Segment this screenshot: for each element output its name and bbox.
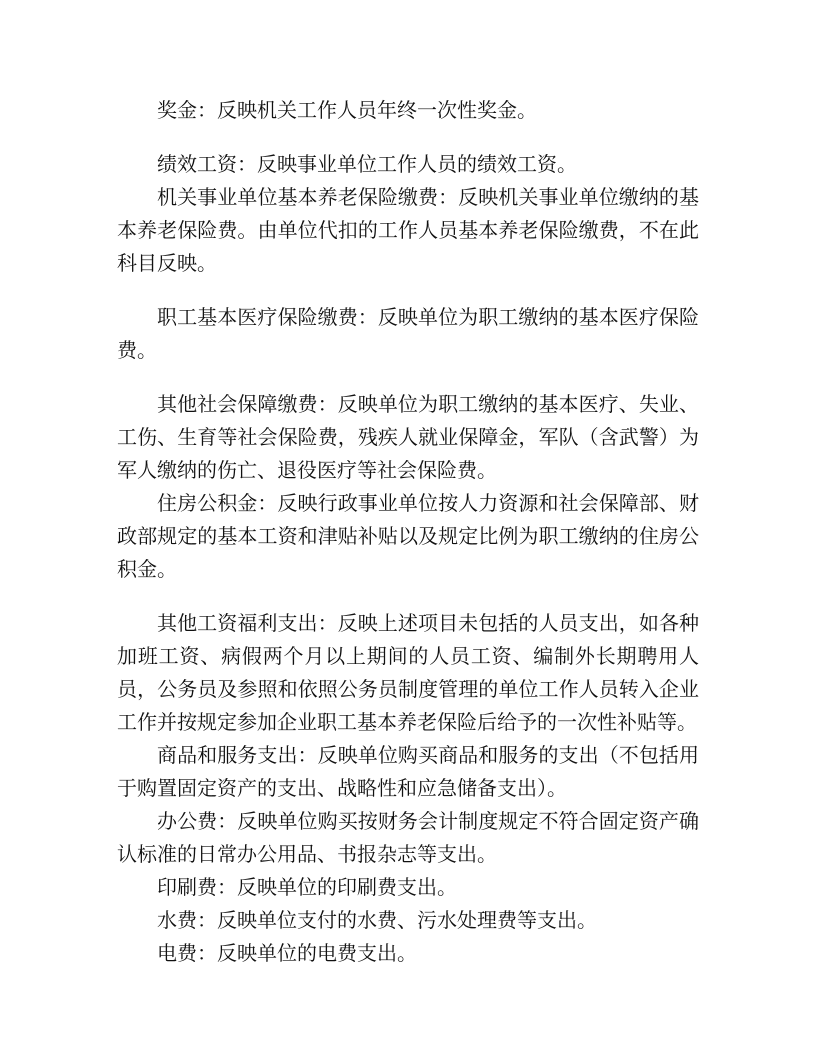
paragraph-pension-insurance: 机关事业单位基本养老保险缴费：反映机关事业单位缴纳的基本养老保险费。由单位代扣的工作人员基本养老保险缴费，不在此科目反映。 <box>117 185 699 275</box>
paragraph-bonus: 奖金：反映机关工作人员年终一次性奖金。 <box>157 98 537 122</box>
paragraph-printing-fees: 印刷费：反映单位的印刷费支出。 <box>157 875 457 899</box>
paragraph-performance-pay: 绩效工资：反映事业单位工作人员的绩效工资。 <box>157 152 577 176</box>
paragraph-other-wage-welfare: 其他工资福利支出：反映上述项目未包括的人员支出，如各种加班工资、病假两个月以上期间的人员工资、编制外长期聘用人员，公务员及参照和依照公务员制度管理的单位工作人员转入企业工作并按规定参加企业职工基本养老保险后给予的一次性补贴等。 <box>117 611 699 734</box>
paragraph-office-expenses: 办公费：反映单位购买按财务会计制度规定不符合固定资产确认标准的日常办公用品、书报杂志等支出。 <box>117 809 699 866</box>
paragraph-housing-fund: 住房公积金：反映行政事业单位按人力资源和社会保障部、财政部规定的基本工资和津贴补贴以及规定比例为职工缴纳的住房公积金。 <box>117 491 699 581</box>
paragraph-electricity-fees: 电费：反映单位的电费支出。 <box>157 941 417 965</box>
paragraph-other-social-security: 其他社会保障缴费：反映单位为职工缴纳的基本医疗、失业、工伤、生育等社会保险费，残疾人就业保障金，军队（含武警）为军人缴纳的伤亡、退役医疗等社会保险费。 <box>117 392 699 482</box>
paragraph-medical-insurance: 职工基本医疗保险缴费：反映单位为职工缴纳的基本医疗保险费。 <box>117 305 699 362</box>
paragraph-water-fees: 水费：反映单位支付的水费、污水处理费等支出。 <box>157 908 597 932</box>
document-body <box>117 94 699 970</box>
paragraph-goods-services: 商品和服务支出：反映单位购买商品和服务的支出（不包括用于购置固定资产的支出、战略性和应急储备支出）。 <box>117 743 699 800</box>
